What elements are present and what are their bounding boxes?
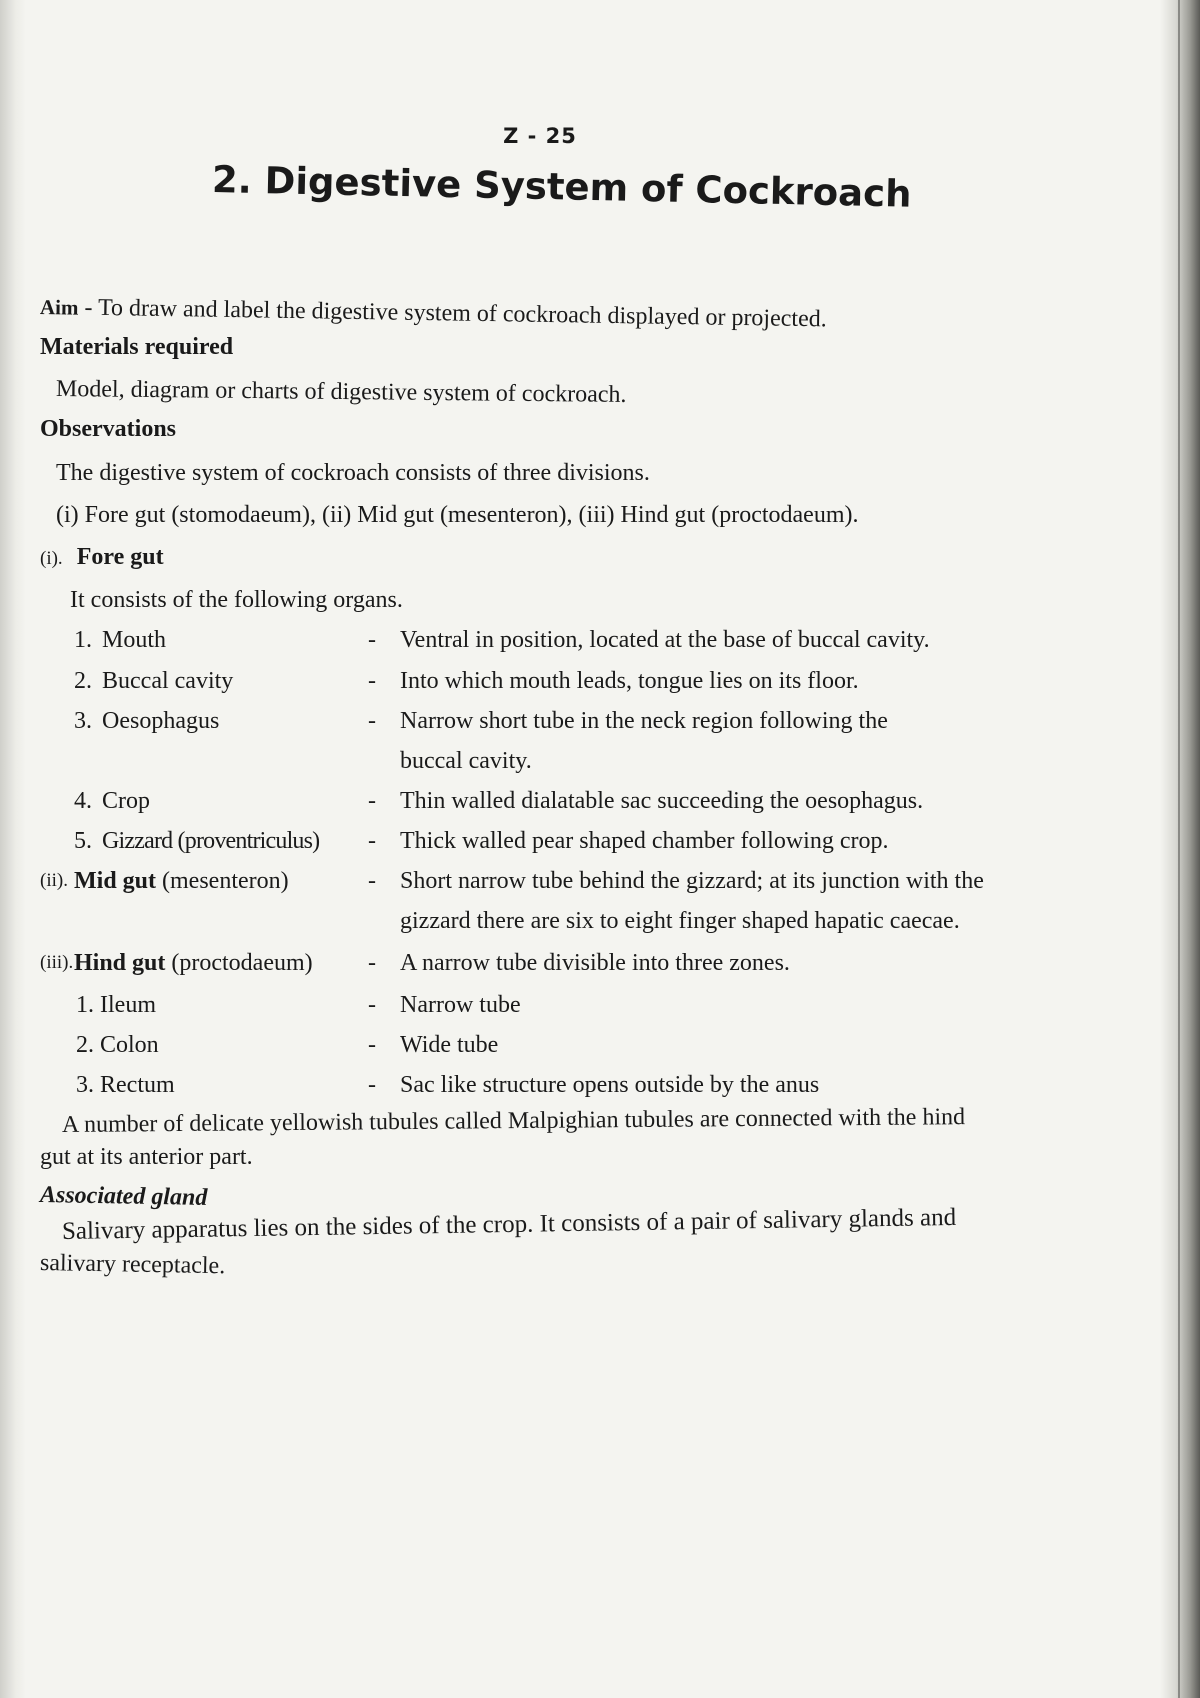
aim-label: Aim xyxy=(39,295,79,320)
hind-gut-description: A narrow tube divisible into three zones. xyxy=(400,950,790,976)
materials-text: Model, diagram or charts of digestive system of cockroach. xyxy=(55,376,627,408)
observations-intro: The digestive system of cockroach consists of three divisions. xyxy=(56,460,650,486)
mid-gut-row xyxy=(40,866,1070,946)
organ-name: Mouth xyxy=(102,627,167,653)
part-number: 3. xyxy=(76,1072,94,1098)
observations-heading: Observations xyxy=(40,416,177,442)
organ-number: 5. xyxy=(74,828,92,854)
organ-number: 2. xyxy=(74,668,92,694)
organ-description: Thin walled dialatable sac succeeding the oesophagus. xyxy=(400,788,924,814)
malpighian-line-1: A number of delicate yellowish tubules called Malpighian tubules are connected with the hind xyxy=(61,1104,966,1138)
mid-gut-description-cont: gizzard there are six to eight finger shaped hapatic caecae. xyxy=(400,908,960,934)
malpighian-line-2: gut at its anterior part. xyxy=(40,1144,253,1170)
organ-row xyxy=(40,625,1070,665)
organ-description: Into which mouth leads, tongue lies on its floor. xyxy=(400,668,859,694)
mid-gut-marker: (ii). xyxy=(40,870,68,891)
page-edge-right xyxy=(1160,0,1200,1698)
organ-number: 4. xyxy=(74,788,92,814)
fore-gut-marker: (i). xyxy=(40,548,63,569)
organ-description: Narrow short tube in the neck region following the xyxy=(400,708,888,734)
aim-text: - To draw and label the digestive system of cockroach displayed or projected. xyxy=(84,294,827,333)
observations-divisions: (i) Fore gut (stomodaeum), (ii) Mid gut (mesenteron), (iii) Hind gut (proctodaeum). xyxy=(56,502,859,528)
organ-dash: - xyxy=(368,828,376,854)
mid-gut-dash: - xyxy=(368,868,376,894)
mid-gut-heading: Mid gut xyxy=(74,868,157,894)
fore-gut-heading: Fore gut xyxy=(76,544,164,570)
page-number: Z - 25 xyxy=(503,124,577,148)
aim-line xyxy=(40,292,827,334)
organ-dash: - xyxy=(368,708,376,734)
hind-gut-title xyxy=(74,948,313,978)
hind-gut-part-row xyxy=(40,990,1070,1030)
materials-heading: Materials required xyxy=(40,334,234,360)
hind-gut-sub: (proctodaeum) xyxy=(171,950,313,976)
hind-gut-dash: - xyxy=(368,950,376,976)
part-dash: - xyxy=(368,992,376,1018)
fore-gut-intro: It consists of the following organs. xyxy=(70,587,403,613)
organ-dash: - xyxy=(368,627,376,653)
organ-name: Gizzard (proventriculus) xyxy=(102,828,320,854)
hind-gut-part-row xyxy=(40,1030,1070,1070)
organ-description-cont: buccal cavity. xyxy=(400,748,532,774)
part-dash: - xyxy=(368,1072,376,1098)
organ-name: Buccal cavity xyxy=(102,668,234,694)
organ-number: 3. xyxy=(74,708,92,734)
part-name: Colon xyxy=(100,1032,159,1058)
organ-row xyxy=(40,786,1070,826)
page-edge-left xyxy=(0,0,26,1698)
organ-name: Oesophagus xyxy=(102,708,220,734)
associated-gland-line-2: salivary receptacle. xyxy=(39,1250,226,1280)
part-description: Wide tube xyxy=(400,1032,499,1058)
part-description: Narrow tube xyxy=(400,992,521,1018)
part-number: 1. xyxy=(76,992,94,1018)
mid-gut-sub: (mesenteron) xyxy=(162,868,289,894)
part-number: 2. xyxy=(76,1032,94,1058)
organ-dash: - xyxy=(368,788,376,814)
organ-description: Ventral in position, located at the base of buccal cavity. xyxy=(400,627,930,653)
associated-gland-heading: Associated gland xyxy=(39,1182,208,1211)
organ-row xyxy=(40,666,1070,706)
mid-gut-title xyxy=(74,866,289,896)
part-name: Ileum xyxy=(100,992,156,1018)
hind-gut-row xyxy=(40,948,1070,988)
part-description: Sac like structure opens outside by the anus xyxy=(400,1072,820,1098)
fore-gut-heading-line xyxy=(40,542,164,572)
organ-dash: - xyxy=(368,668,376,694)
hind-gut-marker: (iii). xyxy=(40,952,74,973)
organ-number: 1. xyxy=(74,627,92,653)
part-dash: - xyxy=(368,1032,376,1058)
organ-description: Thick walled pear shaped chamber following crop. xyxy=(400,828,889,854)
organ-row xyxy=(40,826,1070,866)
organ-name: Crop xyxy=(102,788,150,814)
hind-gut-heading: Hind gut xyxy=(74,950,166,976)
part-name: Rectum xyxy=(100,1072,175,1098)
page-title: 2. Digestive System of Cockroach xyxy=(211,158,912,216)
mid-gut-description: Short narrow tube behind the gizzard; at its junction with the xyxy=(400,868,984,894)
organ-row xyxy=(40,706,1070,786)
associated-gland-line-1: Salivary apparatus lies on the sides of the crop. It consists of a pair of salivary glands and xyxy=(61,1203,957,1245)
